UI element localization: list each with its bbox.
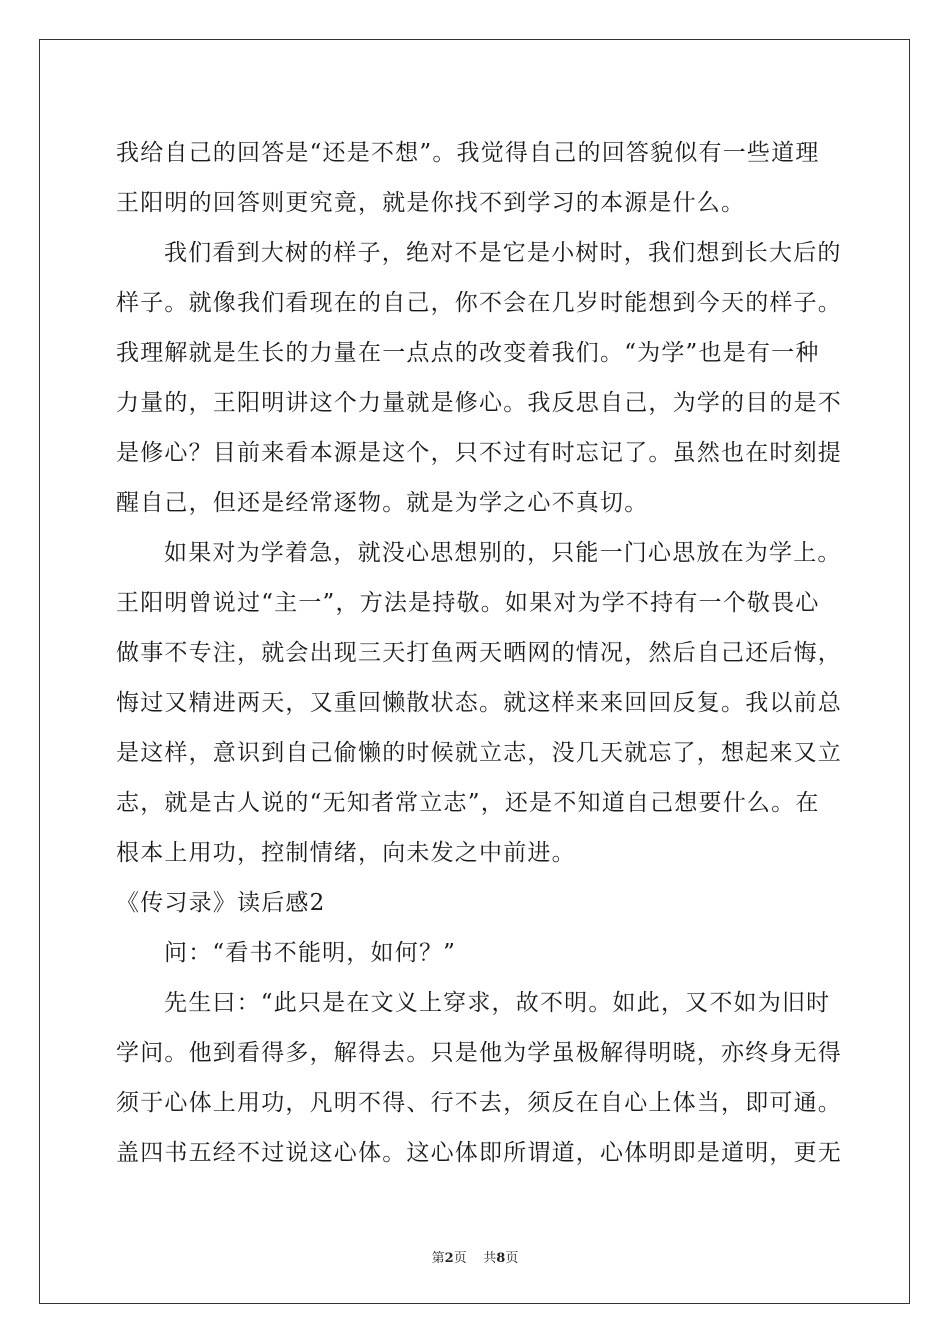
text-line: 样子。就像我们看现在的自己，你不会在几岁时能想到今天的样子。	[116, 290, 842, 316]
text-line: 王阳明的回答则更究竟，就是你找不到学习的本源是什么。	[116, 190, 746, 216]
text-line: 王阳明曾说过“主一”，方法是持敬。如果对为学不持有一个敬畏心	[116, 590, 820, 616]
text-line: 力量的，王阳明讲这个力量就是修心。我反思自己，为学的目的是不	[116, 390, 842, 416]
text-line: 是修心？目前来看本源是这个，只不过有时忘记了。虽然也在时刻提	[116, 440, 842, 466]
text-line: 学问。他到看得多，解得去。只是他为学虽极解得明晓，亦终身无得	[116, 1040, 842, 1066]
paragraph-start: 先生曰：“此只是在文义上穿求，故不明。如此，又不如为旧时	[164, 990, 831, 1016]
total-prefix: 共	[483, 1251, 497, 1266]
text-line: 是这样，意识到自己偷懒的时候就立志，没几天就忘了，想起来又立	[116, 740, 842, 766]
document-body	[116, 128, 842, 1178]
text-line: 悔过又精进两天，又重回懒散状态。就这样来来回回反复。我以前总	[116, 690, 842, 716]
paragraph-start: 我们看到大树的样子，绝对不是它是小树时，我们想到长大后的	[164, 240, 842, 266]
text-line: 我理解就是生长的力量在一点点的改变着我们。“为学”也是有一种	[116, 340, 820, 366]
paragraph-start: 如果对为学着急，就没心思想别的，只能一门心思放在为学上。	[164, 540, 842, 566]
text-line: 醒自己，但还是经常逐物。就是为学之心不真切。	[116, 490, 649, 516]
page-number: 2	[444, 1251, 454, 1266]
text-line: 须于心体上用功，凡明不得、行不去，须反在自心上体当，即可通。	[116, 1090, 842, 1116]
text-line: 我给自己的回答是“还是不想”。我觉得自己的回答貌似有一些道理	[116, 140, 820, 166]
page-footer	[0, 1247, 950, 1266]
section-heading: 《传习录》读后感2	[116, 890, 326, 916]
total-pages: 8	[496, 1251, 506, 1266]
text-line: 盖四书五经不过说这心体。这心体即所谓道，心体明即是道明，更无	[116, 1140, 842, 1166]
text-line: 做事不专注，就会出现三天打鱼两天晒网的情况，然后自己还后悔，	[116, 640, 842, 666]
page-prefix: 第	[431, 1251, 445, 1266]
text-line: 志，就是古人说的“无知者常立志”，还是不知道自己想要什么。在	[116, 790, 820, 816]
page-suffix: 页	[453, 1251, 467, 1266]
paragraph-start: 问：“看书不能明，如何？”	[164, 940, 457, 966]
total-suffix: 页	[505, 1251, 519, 1266]
text-line: 根本上用功，控制情绪，向未发之中前进。	[116, 840, 576, 866]
